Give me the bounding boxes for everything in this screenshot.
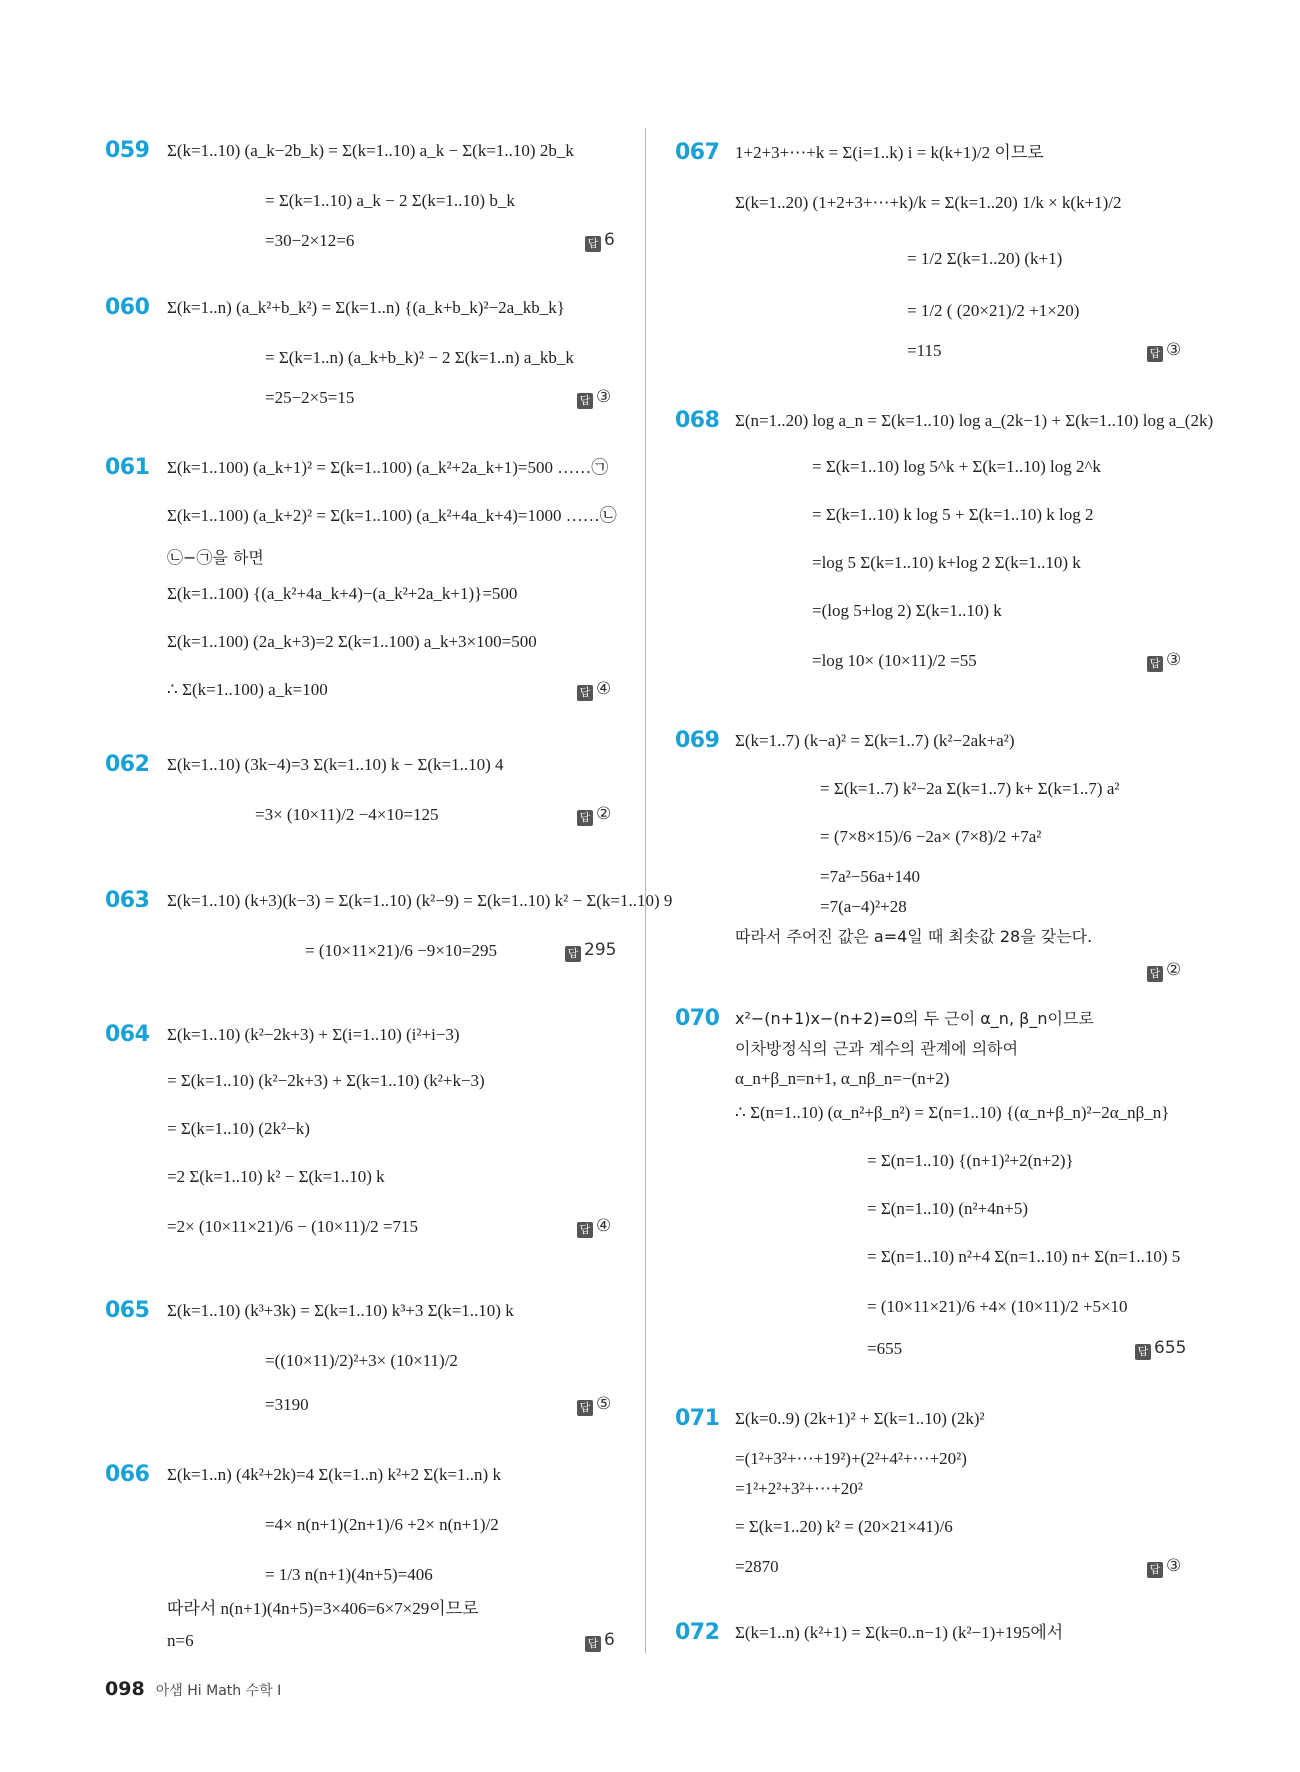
solution-line: =(1²+3²+⋯+19²)+(2²+4²+⋯+20²) — [735, 1449, 967, 1468]
answer — [577, 679, 611, 701]
answer-value: ② — [596, 804, 612, 824]
answer-value: ② — [1166, 960, 1182, 980]
answer-icon: 답 — [1147, 656, 1163, 672]
problem-number: 071 — [675, 1406, 720, 1431]
solution-line: Σ(k=1..100) {(a_k²+4a_k+4)−(a_k²+2a_k+1)}=500 — [167, 584, 518, 603]
answer-value: 655 — [1154, 1338, 1187, 1358]
answer-value: ③ — [1166, 1556, 1182, 1576]
answer — [1147, 650, 1181, 672]
answer-icon: 답 — [577, 1222, 593, 1238]
problem-number: 069 — [675, 728, 720, 753]
answer-icon: 답 — [585, 1636, 601, 1652]
solution-line: Σ(k=0..9) (2k+1)² + Σ(k=1..10) (2k)² — [735, 1409, 985, 1428]
solution-line: Σ(k=1..10) (k²−2k+3) + Σ(i=1..10) (i²+i−3) — [167, 1025, 460, 1044]
answer — [1135, 1338, 1186, 1360]
answer — [577, 387, 611, 409]
solution-line: Σ(k=1..10) (3k−4)=3 Σ(k=1..10) k − Σ(k=1..10) 4 — [167, 755, 504, 774]
answer-value: 6 — [604, 1630, 615, 1650]
solution-line: = Σ(k=1..n) (a_k+b_k)² − 2 Σ(k=1..n) a_kb_k — [265, 348, 574, 367]
problem-number: 061 — [105, 455, 150, 480]
answer-icon: 답 — [1135, 1344, 1151, 1360]
problem-number: 062 — [105, 752, 150, 777]
solution-line: Σ(n=1..20) log a_n = Σ(k=1..10) log a_(2k−1) + Σ(k=1..10) log a_(2k) — [735, 411, 1214, 430]
answer — [565, 940, 616, 962]
answer-value: ⑤ — [596, 1394, 612, 1414]
problem-number: 059 — [105, 138, 150, 163]
problem-number: 066 — [105, 1462, 150, 1487]
solution-line: =655 — [867, 1339, 903, 1358]
solution-line: = Σ(n=1..10) (n²+4n+5) — [867, 1199, 1028, 1218]
solution-line: = Σ(k=1..10) a_k − 2 Σ(k=1..10) b_k — [265, 191, 515, 210]
solution-line: = Σ(k=1..10) log 5^k + Σ(k=1..10) log 2^k — [812, 457, 1101, 476]
solution-line: =(log 5+log 2) Σ(k=1..10) k — [812, 601, 1002, 620]
solution-line: ㉡−㉠을 하면 — [167, 548, 264, 567]
solution-line: n=6 — [167, 1631, 194, 1650]
answer-value: ③ — [1166, 340, 1182, 360]
solution-line: = Σ(k=1..7) k²−2a Σ(k=1..7) k+ Σ(k=1..7) a² — [820, 779, 1120, 798]
answer — [577, 804, 611, 826]
answer-value: ④ — [596, 1216, 612, 1236]
answer — [1147, 1556, 1181, 1578]
solution-line: x²−(n+1)x−(n+2)=0의 두 근이 α_n, β_n이므로 — [735, 1009, 1094, 1028]
solution-line: = Σ(k=1..10) (2k²−k) — [167, 1119, 310, 1138]
solution-line: Σ(k=1..7) (k−a)² = Σ(k=1..7) (k²−2ak+a²) — [735, 731, 1015, 750]
answer-icon: 답 — [565, 946, 581, 962]
solution-line: =1²+2²+3²+⋯+20² — [735, 1479, 863, 1498]
solution-line: =25−2×5=15 — [265, 388, 355, 407]
solution-line: Σ(k=1..20) (1+2+3+⋯+k)/k = Σ(k=1..20) 1/k × k(k+1)/2 — [735, 193, 1122, 212]
answer-value: 295 — [584, 940, 617, 960]
answer — [577, 1216, 611, 1238]
answer-icon: 답 — [577, 393, 593, 409]
solution-line: 1+2+3+⋯+k = Σ(i=1..k) i = k(k+1)/2 이므로 — [735, 143, 1044, 162]
answer-value: ③ — [596, 387, 612, 407]
solution-line: Σ(k=1..10) (a_k−2b_k) = Σ(k=1..10) a_k − Σ(k=1..10) 2b_k — [167, 141, 574, 160]
solution-line: = 1/3 n(n+1)(4n+5)=406 — [265, 1565, 433, 1584]
problem-number: 065 — [105, 1298, 150, 1323]
answer-icon: 답 — [577, 1400, 593, 1416]
answer-value: 6 — [604, 230, 615, 250]
answer-value: ③ — [1166, 650, 1182, 670]
solution-line: =log 5 Σ(k=1..10) k+log 2 Σ(k=1..10) k — [812, 553, 1081, 572]
solution-line: 이차방정식의 근과 계수의 관계에 의하여 — [735, 1039, 1019, 1058]
solution-line: ∴ Σ(k=1..100) a_k=100 — [167, 680, 328, 699]
solution-line: = (10×11×21)/6 +4× (10×11)/2 +5×10 — [867, 1297, 1128, 1316]
solution-line: = Σ(k=1..20) k² = (20×21×41)/6 — [735, 1517, 953, 1536]
solution-line: ∴ Σ(n=1..10) (α_n²+β_n²) = Σ(n=1..10) {(α_n+β_n)²−2α_nβ_n} — [735, 1103, 1170, 1122]
answer — [1147, 960, 1181, 982]
solution-line: = (7×8×15)/6 −2a× (7×8)/2 +7a² — [820, 827, 1042, 846]
solution-line: Σ(k=1..n) (4k²+2k)=4 Σ(k=1..n) k²+2 Σ(k=1..n) k — [167, 1465, 501, 1484]
answer-icon: 답 — [1147, 1562, 1163, 1578]
solution-line: =7a²−56a+140 — [820, 867, 920, 886]
solution-line: = Σ(k=1..10) (k²−2k+3) + Σ(k=1..10) (k²+k−3) — [167, 1071, 485, 1090]
answer-icon: 답 — [1147, 966, 1163, 982]
solution-line: 따라서 n(n+1)(4n+5)=3×406=6×7×29이므로 — [167, 1599, 479, 1618]
solution-line: =((10×11)/2)²+3× (10×11)/2 — [265, 1351, 458, 1370]
solution-line: = (10×11×21)/6 −9×10=295 — [305, 941, 497, 960]
problem-number: 067 — [675, 140, 720, 165]
answer-icon: 답 — [1147, 346, 1163, 362]
answer-value: ④ — [596, 679, 612, 699]
solution-line: = 1/2 Σ(k=1..20) (k+1) — [907, 249, 1063, 268]
page-footer — [105, 1678, 281, 1700]
problem-number: 070 — [675, 1006, 720, 1031]
answer — [585, 230, 615, 252]
solution-line: =7(a−4)²+28 — [820, 897, 907, 916]
solution-line: α_n+β_n=n+1, α_nβ_n=−(n+2) — [735, 1069, 950, 1088]
answer — [577, 1394, 611, 1416]
page-number: 098 — [105, 1678, 145, 1700]
solution-line: = Σ(n=1..10) n²+4 Σ(n=1..10) n+ Σ(n=1..10) 5 — [867, 1247, 1181, 1266]
problem-number: 072 — [675, 1620, 720, 1645]
problem-number: 064 — [105, 1022, 150, 1047]
problem-number: 060 — [105, 295, 150, 320]
solution-line: =115 — [907, 341, 942, 360]
solution-line: Σ(k=1..100) (a_k+1)² = Σ(k=1..100) (a_k²+2a_k+1)=500 ……㉠ — [167, 458, 609, 477]
solution-line: = Σ(n=1..10) {(n+1)²+2(n+2)} — [867, 1151, 1074, 1170]
answer-icon: 답 — [577, 810, 593, 826]
solution-line: =3190 — [265, 1395, 309, 1414]
solution-line: =4× n(n+1)(2n+1)/6 +2× n(n+1)/2 — [265, 1515, 499, 1534]
solution-line: =2× (10×11×21)/6 − (10×11)/2 =715 — [167, 1217, 418, 1236]
solution-line: 따라서 주어진 값은 a=4일 때 최솟값 28을 갖는다. — [735, 927, 1093, 946]
solution-line: = Σ(k=1..10) k log 5 + Σ(k=1..10) k log 2 — [812, 505, 1094, 524]
problem-number: 068 — [675, 408, 720, 433]
answer-icon: 답 — [577, 685, 593, 701]
problem-number: 063 — [105, 888, 150, 913]
solution-line: =2870 — [735, 1557, 779, 1576]
solution-line: =2 Σ(k=1..10) k² − Σ(k=1..10) k — [167, 1167, 385, 1186]
book-title: 아샘 Hi Math 수학 I — [155, 1683, 282, 1699]
solution-line: =log 10× (10×11)/2 =55 — [812, 651, 977, 670]
solution-line: Σ(k=1..10) (k³+3k) = Σ(k=1..10) k³+3 Σ(k=1..10) k — [167, 1301, 514, 1320]
solution-line: Σ(k=1..100) (2a_k+3)=2 Σ(k=1..100) a_k+3×100=500 — [167, 632, 537, 651]
solution-line: =3× (10×11)/2 −4×10=125 — [255, 805, 439, 824]
solution-line: =30−2×12=6 — [265, 231, 355, 250]
solution-line: Σ(k=1..n) (a_k²+b_k²) = Σ(k=1..n) {(a_k+b_k)²−2a_kb_k} — [167, 298, 565, 317]
solution-line: Σ(k=1..10) (k+3)(k−3) = Σ(k=1..10) (k²−9) = Σ(k=1..10) k² − Σ(k=1..10) 9 — [167, 891, 673, 910]
solution-line: Σ(k=1..100) (a_k+2)² = Σ(k=1..100) (a_k²+4a_k+4)=1000 ……㉡ — [167, 506, 617, 525]
solution-line: = 1/2 ( (20×21)/2 +1×20) — [907, 301, 1080, 320]
answer — [585, 1630, 615, 1652]
answer-icon: 답 — [585, 236, 601, 252]
answer — [1147, 340, 1181, 362]
solution-line: Σ(k=1..n) (k²+1) = Σ(k=0..n−1) (k²−1)+195에서 — [735, 1623, 1064, 1642]
